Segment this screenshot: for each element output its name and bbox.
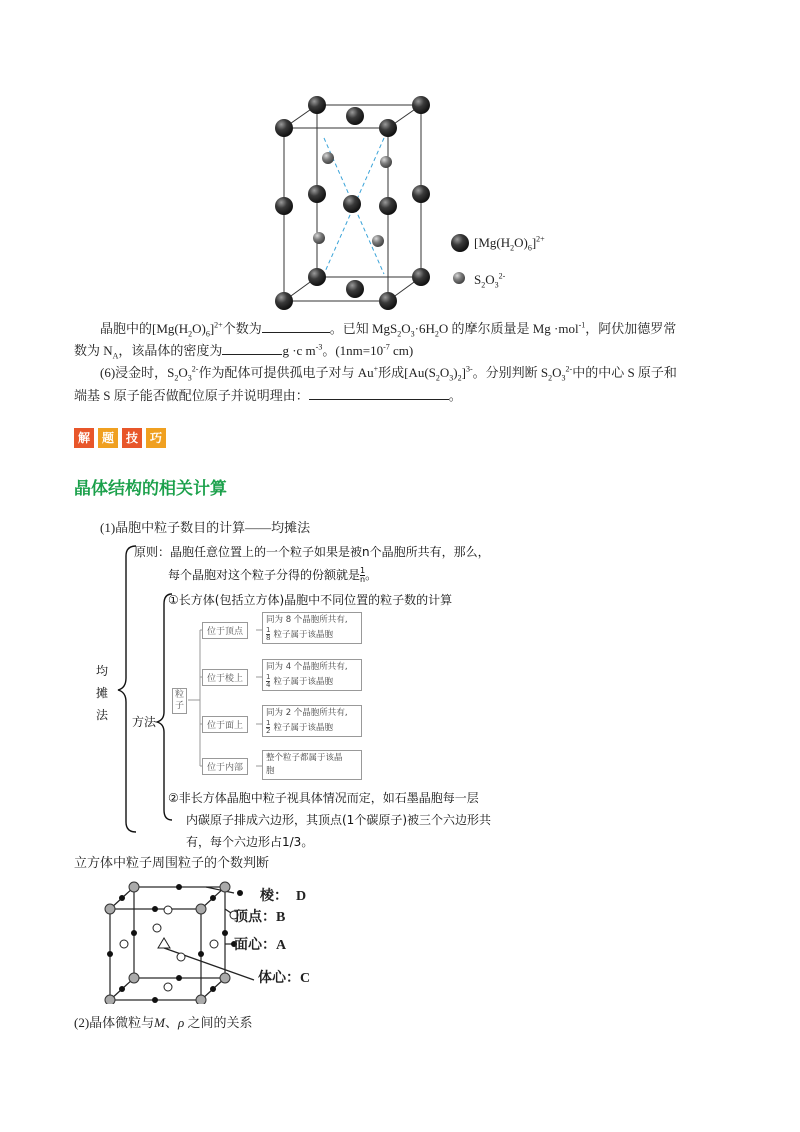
label-body: 体心：C	[258, 970, 311, 986]
item-2-line-2: 内碳原子排成六边形，其顶点(1个碳原子)被三个六边形共	[186, 813, 492, 827]
label-face: 面心：A	[234, 937, 287, 953]
legend-anion-label: $S_2O_3^{2-}$	[474, 271, 506, 290]
item-2-line-1: ②非长方体晶胞中粒子视具体情况而定，如石墨晶胞每一层	[168, 791, 479, 805]
part2-title: (2)晶体微粒与M、ρ 之间的关系	[74, 1015, 253, 1030]
question-6-line-1: (6)浸金时，$S_2O_3^{2-}$作为配体可提供孤电子对与 Au+形成$[Au(S_2O_3)_2]^{3-}$。分别判断 $S_2O_3^{2-}$中的中心 S 原子和	[100, 364, 677, 383]
position-edge: 位于棱上	[202, 669, 248, 686]
tips-badge-1: 解	[74, 428, 94, 448]
side-label: 均 摊 法	[96, 664, 109, 722]
particle-box: 粒子	[172, 688, 187, 714]
legend-ion-label: $[Mg(H_2O)_6]^{2+}$	[474, 234, 545, 253]
position-vertex: 位于顶点	[202, 622, 248, 639]
part1-title: (1)晶胞中粒子数目的计算——均摊法	[100, 520, 311, 535]
position-interior: 位于内部	[202, 758, 248, 775]
section-title: 晶体结构的相关计算	[74, 479, 227, 499]
crystal-cell-figure	[260, 88, 560, 320]
question-line-1: 晶胞中的$[Mg(H_2O)_6]^{2+}$个数为 。已知 $MgS_2O_3\cdot 6H_2O$ 的摩尔质量是 Mg ·mol$^{-1}$，阿伏加德罗常	[100, 320, 677, 339]
position-face: 位于面上	[202, 716, 248, 733]
answer-blank-reason[interactable]	[309, 386, 449, 400]
question-6-line-2: 端基 S 原子能否做配位原子并说明理由： 。	[74, 388, 462, 403]
item-1: ①长方体(包括立方体)晶胞中不同位置的粒子数的计算	[168, 593, 453, 607]
share-face: 同为 2 个晶胞所共有, $\frac{1}{2}$ 粒子属于该晶胞	[262, 705, 362, 737]
share-interior: 整个粒子都属于该晶 胞	[262, 750, 362, 780]
share-vertex: 同为 8 个晶胞所共有, $\frac{1}{8}$ 粒子属于该晶胞	[262, 612, 362, 644]
tips-badge-3: 技	[122, 428, 142, 448]
cube-title: 立方体中粒子周围粒子的个数判断	[74, 855, 270, 870]
tips-badge-2: 题	[98, 428, 118, 448]
share-edge: 同为 4 个晶胞所共有, $\frac{1}{4}$ 粒子属于该晶胞	[262, 659, 362, 691]
tips-badge-4: 巧	[146, 428, 166, 448]
question-line-2: 数为 $N_A$，该晶体的密度为 g ·c $m^{-3}$。($1nm=10^{-7}$ cm)	[74, 342, 414, 361]
answer-blank-count[interactable]	[262, 319, 330, 333]
answer-blank-density[interactable]	[222, 341, 282, 355]
method-label: 方法	[132, 715, 157, 729]
label-edge: 棱： D	[260, 888, 307, 904]
item-2-line-3: 有，每个六边形占1/3。	[186, 835, 314, 849]
principle-line-1: 原则：晶胞任意位置上的一个粒子如果是被n个晶胞所共有，那么，	[134, 545, 490, 559]
principle-line-2: 每个晶胞对这个粒子分得的份额就是 $\frac{1}{n}$ 。	[168, 566, 378, 584]
label-vertex: 顶点：B	[234, 909, 286, 925]
